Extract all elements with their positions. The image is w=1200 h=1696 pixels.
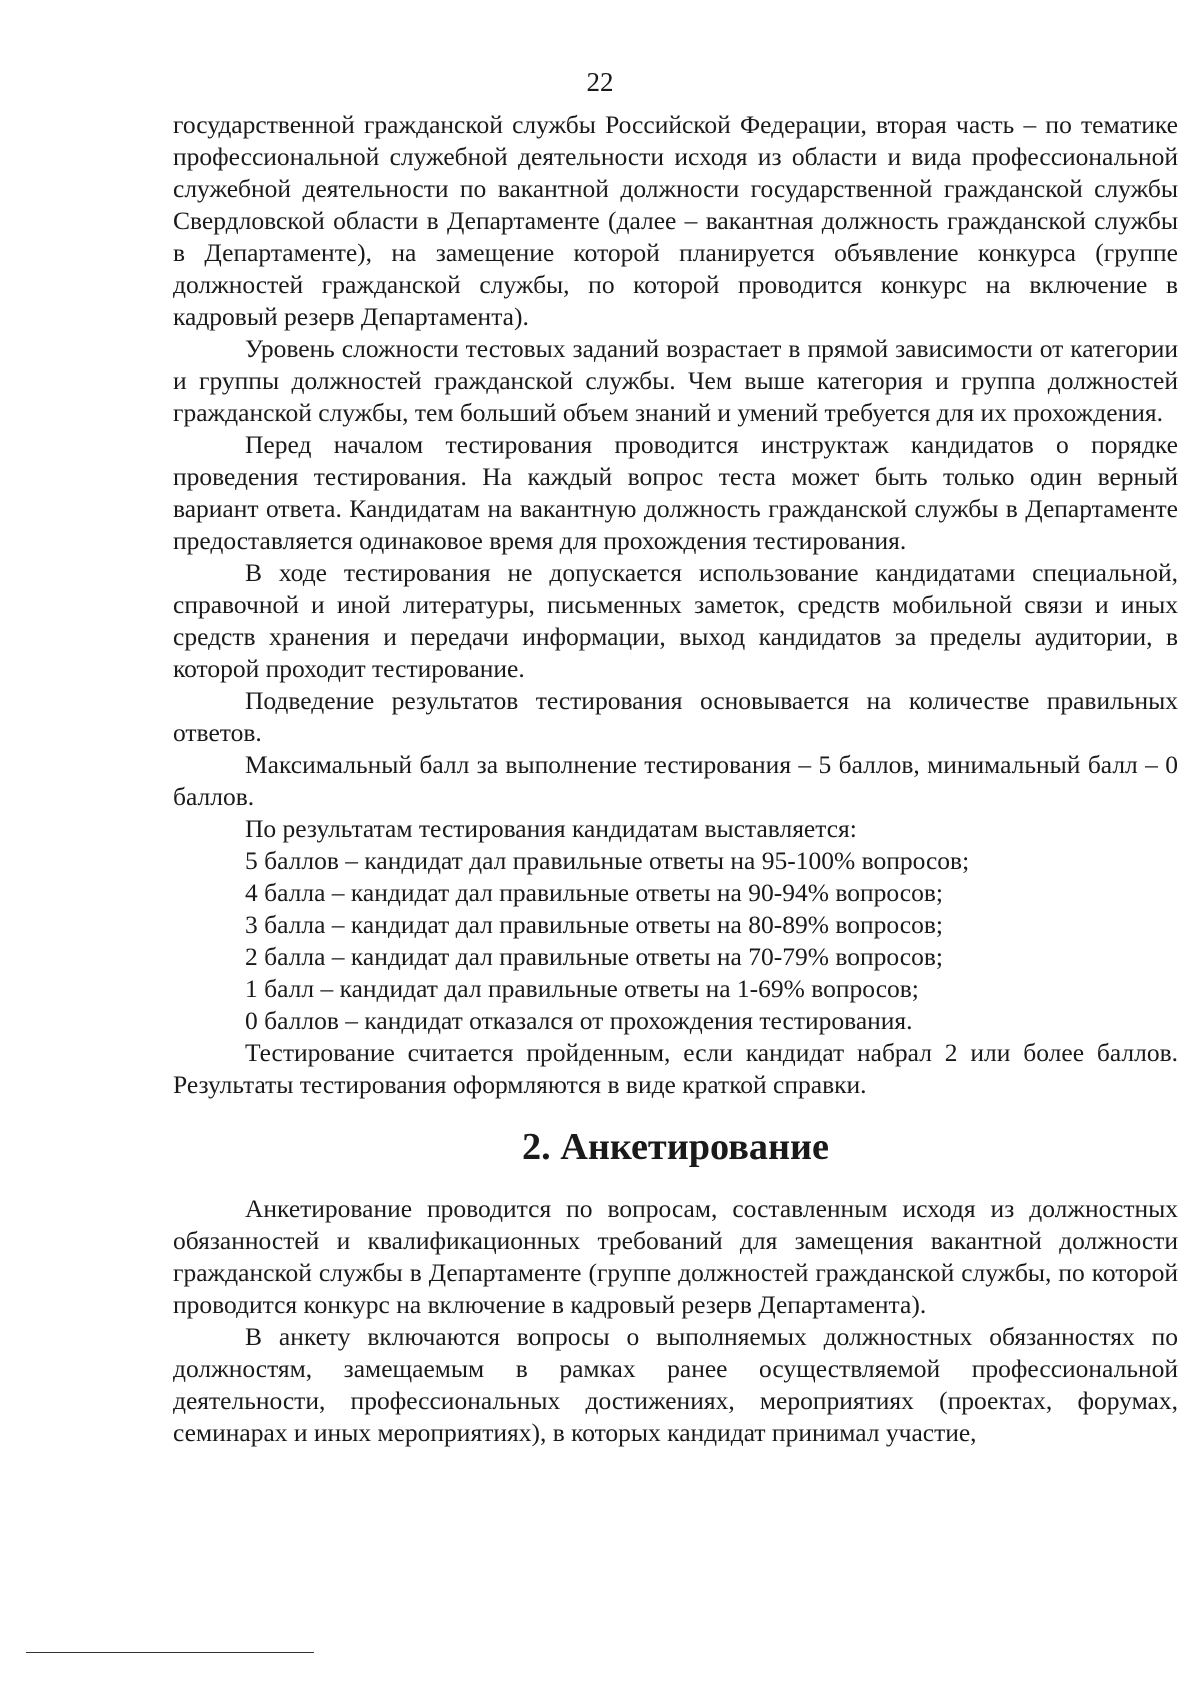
document-body [173,109,1178,1449]
paragraph-continuation: государственной гражданской службы Российской Федерации, вторая часть – по тематике профессиональной служебной деятельности исходя из области и вида профессиональной служебной деятельности по вакантной должности государственной гражданской службы Свердловской области в Департаменте (далее – вакантная должность гражданской службы в Департаменте), на замещение которой планируется объявление конкурса (группе должностей гражданской службы, по которой проводится конкурс на включение в кадровый резерв Департамента). [173,110,1178,331]
page-number: 22 [586,67,614,97]
section-heading: 2. Анкетирование [521,1126,830,1168]
footnote-divider [26,1652,314,1653]
score-list-item: 3 балла – кандидат дал правильные ответы на 80-89% вопросов; [245,910,943,939]
paragraph-prohibitions: В ходе тестирования не допускается использование кандидатами специальной, справочной и иной литературы, письменных заметок, средств мобильной связи и иных средств хранения и передачи информации, выход кандидатов за пределы аудитории, в которой проходит тестирование. [173,558,1178,683]
score-list-item: 1 балл – кандидат дал правильные ответы на 1-69% вопросов; [245,974,919,1003]
paragraph-pass-criteria: Тестирование считается пройденным, если кандидат набрал 2 или более баллов. Результаты тестирования оформляются в виде краткой справки. [173,1038,1178,1099]
score-list-item: 5 баллов – кандидат дал правильные ответы на 95-100% вопросов; [245,846,970,875]
score-list [173,845,1178,1037]
paragraph-scoring-intro: По результатам тестирования кандидатам выставляется: [245,814,857,843]
paragraph-max-score: Максимальный балл за выполнение тестирования – 5 баллов, минимальный балл – 0 баллов. [173,750,1178,811]
score-list-item: 4 балла – кандидат дал правильные ответы на 90-94% вопросов; [245,878,943,907]
score-list-item: 2 балла – кандидат дал правильные ответы на 70-79% вопросов; [245,942,943,971]
paragraph-questionnaire-content: В анкету включаются вопросы о выполняемых должностных обязанностях по должностям, замещаемым в рамках ранее осуществляемой профессиональной деятельности, профессиональных достижениях, мероприятиях (проектах, форумах, семинарах и иных мероприятиях), в которых кандидат принимал участие, [173,1322,1178,1447]
score-list-item: 0 баллов – кандидат отказался от прохождения тестирования. [245,1006,913,1035]
paragraph-results-basis: Подведение результатов тестирования основывается на количестве правильных ответов. [173,686,1178,747]
paragraph-instruction: Перед началом тестирования проводится инструктаж кандидатов о порядке проведения тестирования. На каждый вопрос теста может быть только один верный вариант ответа. Кандидатам на вакантную должность гражданской службы в Департаменте предоставляется одинаковое время для прохождения тестирования. [173,430,1178,555]
paragraph-questionnaire: Анкетирование проводится по вопросам, составленным исходя из должностных обязанностей и квалификационных требований для замещения вакантной должности гражданской службы в Департаменте (группе должностей гражданской службы, по которой проводится конкурс на включение в кадровый резерв Департамента). [173,1194,1178,1319]
paragraph-difficulty: Уровень сложности тестовых заданий возрастает в прямой зависимости от категории и группы должностей гражданской службы. Чем выше категория и группа должностей гражданской службы, тем больший объем знаний и умений требуется для их прохождения. [173,334,1178,427]
